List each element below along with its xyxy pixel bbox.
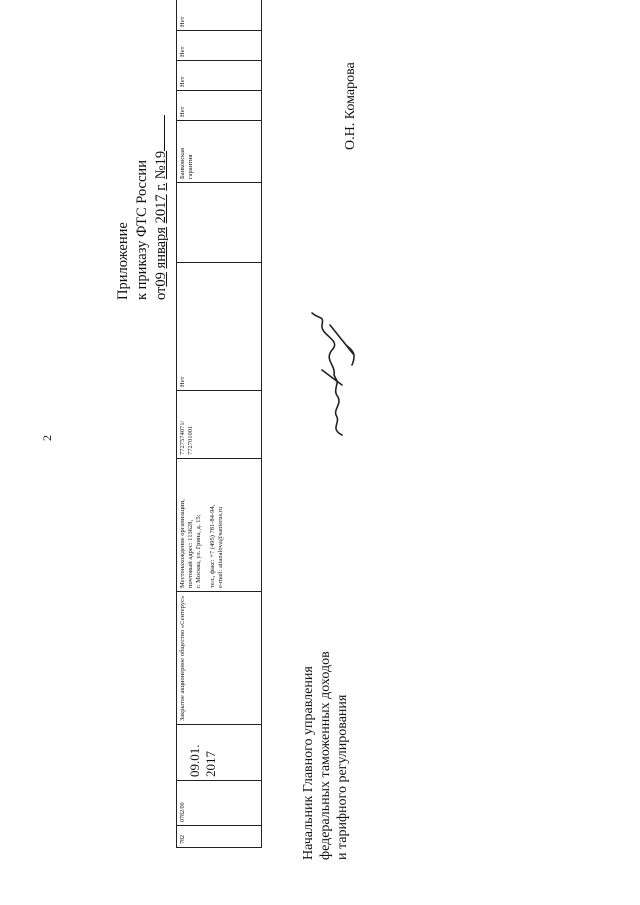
date-month: января <box>153 227 169 269</box>
contact-line: тел., факс: +7 (495) 781-84-94, <box>209 504 216 588</box>
signatory-name: О.Н. Комарова <box>343 62 358 150</box>
cell-date-text: 09.01. 2017 <box>187 744 218 777</box>
cell-inn-kpp: 7727574071/ 772701001 <box>177 391 262 459</box>
address-line: г. Москва, ул. Грина, д. 15; <box>195 514 202 588</box>
cell-code: 0782/00 <box>177 781 262 826</box>
cell-col8 <box>177 183 262 263</box>
cell-guarantee: Банковская гарантия <box>177 121 262 183</box>
cell-col13: Нет <box>177 0 262 31</box>
table-row <box>177 0 262 848</box>
contact-line: e-mail: aitanalova@santerus.ru <box>217 506 224 588</box>
order-number: №19 <box>153 150 169 180</box>
underline-blank <box>152 115 165 151</box>
position-line: и тарифного регулирования <box>335 694 350 860</box>
cell-col10: Нет <box>177 91 262 121</box>
appendix-title: Приложение <box>115 222 131 300</box>
date-year: 2017 <box>153 194 169 224</box>
cell-org-name: Закрытое акционерное общество «Сентерус» <box>177 592 262 725</box>
date-day: 09 <box>153 272 169 287</box>
address-line: Местонахождение организации, <box>179 499 186 588</box>
cell-num: 782 <box>177 826 262 848</box>
appendix-header <box>114 115 171 300</box>
registry-table-wrap <box>176 16 262 848</box>
cell-col12: Нет <box>177 31 262 61</box>
appendix-order-ref: к приказу ФТС России <box>134 160 150 300</box>
position-line: федеральных таможенных доходов <box>318 651 333 860</box>
page-number: 2 <box>40 435 54 441</box>
cell-col7: Нет <box>177 263 262 391</box>
footer-position <box>300 651 351 860</box>
date-prefix: от <box>153 286 169 300</box>
cell-date <box>177 725 262 781</box>
address-line: почтовый адрес: 113628, <box>187 519 194 588</box>
date-year-suffix: г. <box>153 182 169 191</box>
registry-table <box>176 0 262 848</box>
cell-address <box>177 459 262 592</box>
position-line: Начальник Главного управления <box>301 666 316 860</box>
signature-image <box>302 305 362 440</box>
appendix-date-line <box>152 115 171 300</box>
cell-col11: Нет <box>177 61 262 91</box>
